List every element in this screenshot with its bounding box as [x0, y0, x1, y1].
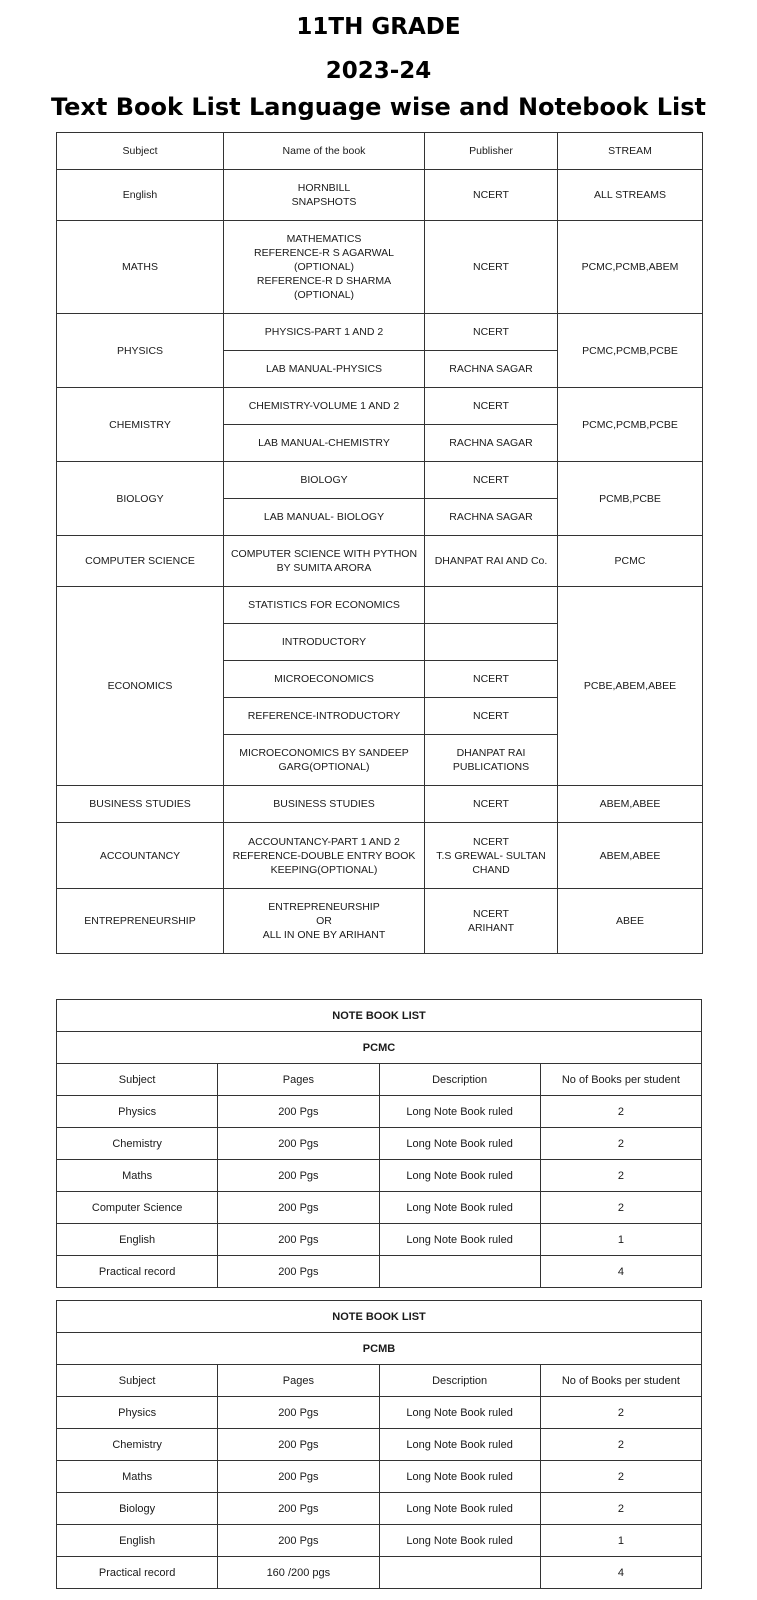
- table-row: [57, 1525, 702, 1557]
- subject-cell: CHEMISTRY: [57, 388, 224, 462]
- subject-cell: Chemistry: [57, 1429, 218, 1461]
- publisher-cell: NCERT: [425, 388, 558, 425]
- table-row: [57, 462, 703, 499]
- table-row: [57, 1256, 702, 1288]
- subject-cell: English: [57, 1224, 218, 1256]
- table-row: [57, 1397, 702, 1429]
- count-cell: 2: [540, 1461, 701, 1493]
- subject-cell: BIOLOGY: [57, 462, 224, 536]
- header-book-name: Name of the book: [224, 133, 425, 170]
- header-subject: Subject: [57, 1064, 218, 1096]
- count-cell: 4: [540, 1256, 701, 1288]
- subject-cell: ECONOMICS: [57, 587, 224, 786]
- count-cell: 2: [540, 1128, 701, 1160]
- pages-cell: 200 Pgs: [218, 1493, 379, 1525]
- publisher-cell: NCERT ARIHANT: [425, 889, 558, 954]
- description-cell: Long Note Book ruled: [379, 1192, 540, 1224]
- book-cell: MICROECONOMICS BY SANDEEP GARG(OPTIONAL): [224, 735, 425, 786]
- header-books-per-student: No of Books per student: [540, 1064, 701, 1096]
- description-cell: Long Note Book ruled: [379, 1461, 540, 1493]
- book-cell: STATISTICS FOR ECONOMICS: [224, 587, 425, 624]
- book-cell: BIOLOGY: [224, 462, 425, 499]
- table-row: [57, 587, 703, 624]
- table-header-row: [57, 133, 703, 170]
- table-row: [57, 314, 703, 351]
- table-row: [57, 1224, 702, 1256]
- table-row: [57, 388, 703, 425]
- description-cell: Long Note Book ruled: [379, 1160, 540, 1192]
- count-cell: 2: [540, 1493, 701, 1525]
- count-cell: 2: [540, 1096, 701, 1128]
- publisher-cell: NCERT: [425, 462, 558, 499]
- book-cell: INTRODUCTORY: [224, 624, 425, 661]
- subject-cell: Computer Science: [57, 1192, 218, 1224]
- header-pages: Pages: [218, 1064, 379, 1096]
- stream-cell: PCMC: [558, 536, 703, 587]
- book-cell: COMPUTER SCIENCE WITH PYTHON BY SUMITA ARORA: [224, 536, 425, 587]
- book-cell: MATHEMATICS REFERENCE-R S AGARWAL (OPTIONAL) REFERENCE-R D SHARMA (OPTIONAL): [224, 221, 425, 314]
- pages-cell: 200 Pgs: [218, 1429, 379, 1461]
- description-cell: Long Note Book ruled: [379, 1429, 540, 1461]
- table-row: [57, 1493, 702, 1525]
- page-title-list: Text Book List Language wise and Notebook List: [50, 93, 707, 121]
- header-stream: STREAM: [558, 133, 703, 170]
- table-row: [57, 1429, 702, 1461]
- subject-cell: MATHS: [57, 221, 224, 314]
- subject-cell: COMPUTER SCIENCE: [57, 536, 224, 587]
- subject-cell: Physics: [57, 1397, 218, 1429]
- subject-cell: Chemistry: [57, 1128, 218, 1160]
- subject-cell: English: [57, 170, 224, 221]
- subject-cell: English: [57, 1525, 218, 1557]
- stream-cell: ABEM,ABEE: [558, 786, 703, 823]
- count-cell: 4: [540, 1557, 701, 1589]
- subject-cell: PHYSICS: [57, 314, 224, 388]
- page-title-grade: 11TH GRADE: [296, 14, 461, 40]
- description-cell: Long Note Book ruled: [379, 1096, 540, 1128]
- page-title-year: 2023-24: [325, 58, 432, 84]
- book-cell: LAB MANUAL- BIOLOGY: [224, 499, 425, 536]
- pages-cell: 200 Pgs: [218, 1461, 379, 1493]
- description-cell: Long Note Book ruled: [379, 1224, 540, 1256]
- header-publisher: Publisher: [425, 133, 558, 170]
- count-cell: 2: [540, 1397, 701, 1429]
- header-books-per-student: No of Books per student: [540, 1365, 701, 1397]
- book-cell: LAB MANUAL-PHYSICS: [224, 351, 425, 388]
- stream-cell: ABEM,ABEE: [558, 823, 703, 889]
- table-row: [57, 1160, 702, 1192]
- publisher-cell: NCERT: [425, 221, 558, 314]
- stream-cell: ABEE: [558, 889, 703, 954]
- description-cell: [379, 1557, 540, 1589]
- publisher-cell: [425, 624, 558, 661]
- publisher-cell: NCERT: [425, 661, 558, 698]
- header-subject: Subject: [57, 1365, 218, 1397]
- subject-cell: Biology: [57, 1493, 218, 1525]
- pages-cell: 200 Pgs: [218, 1397, 379, 1429]
- description-cell: [379, 1256, 540, 1288]
- pages-cell: 200 Pgs: [218, 1160, 379, 1192]
- subject-cell: ENTREPRENEURSHIP: [57, 889, 224, 954]
- publisher-cell: NCERT T.S GREWAL- SULTAN CHAND: [425, 823, 558, 889]
- pages-cell: 200 Pgs: [218, 1128, 379, 1160]
- table-row: [57, 1461, 702, 1493]
- table-row: [57, 221, 703, 314]
- pages-cell: 200 Pgs: [218, 1192, 379, 1224]
- notebook-table-pcmc: [56, 999, 702, 1288]
- pages-cell: 200 Pgs: [218, 1525, 379, 1557]
- table-row: [57, 889, 703, 954]
- count-cell: 1: [540, 1525, 701, 1557]
- publisher-cell: [425, 587, 558, 624]
- stream-cell: PCMC,PCMB,PCBE: [558, 388, 703, 462]
- publisher-cell: RACHNA SAGAR: [425, 425, 558, 462]
- pages-cell: 200 Pgs: [218, 1224, 379, 1256]
- book-cell: ACCOUNTANCY-PART 1 AND 2 REFERENCE-DOUBLE ENTRY BOOK KEEPING(OPTIONAL): [224, 823, 425, 889]
- stream-cell: PCMB,PCBE: [558, 462, 703, 536]
- book-cell: CHEMISTRY-VOLUME 1 AND 2: [224, 388, 425, 425]
- description-cell: Long Note Book ruled: [379, 1493, 540, 1525]
- publisher-cell: NCERT: [425, 314, 558, 351]
- book-cell: REFERENCE-INTRODUCTORY: [224, 698, 425, 735]
- header-subject: Subject: [57, 133, 224, 170]
- table-row: [57, 1128, 702, 1160]
- notebook-header-row: [57, 1365, 702, 1397]
- table-row: [57, 1192, 702, 1224]
- subject-cell: Physics: [57, 1096, 218, 1128]
- description-cell: Long Note Book ruled: [379, 1525, 540, 1557]
- book-cell: LAB MANUAL-CHEMISTRY: [224, 425, 425, 462]
- subject-cell: Maths: [57, 1160, 218, 1192]
- publisher-cell: NCERT: [425, 786, 558, 823]
- stream-cell: PCMC,PCMB,ABEM: [558, 221, 703, 314]
- subject-cell: Practical record: [57, 1256, 218, 1288]
- notebook-header-row: [57, 1064, 702, 1096]
- notebook-stream: PCMC: [57, 1032, 702, 1064]
- count-cell: 1: [540, 1224, 701, 1256]
- table-row: [57, 1096, 702, 1128]
- notebook-stream: PCMB: [57, 1333, 702, 1365]
- count-cell: 2: [540, 1192, 701, 1224]
- subject-cell: Maths: [57, 1461, 218, 1493]
- description-cell: Long Note Book ruled: [379, 1128, 540, 1160]
- book-cell: ENTREPRENEURSHIP OR ALL IN ONE BY ARIHANT: [224, 889, 425, 954]
- table-row: [57, 170, 703, 221]
- pages-cell: 200 Pgs: [218, 1096, 379, 1128]
- notebook-table-pcmb: [56, 1300, 702, 1589]
- subject-cell: BUSINESS STUDIES: [57, 786, 224, 823]
- header-pages: Pages: [218, 1365, 379, 1397]
- subject-cell: Practical record: [57, 1557, 218, 1589]
- textbook-table: [56, 132, 703, 954]
- stream-cell: PCBE,ABEM,ABEE: [558, 587, 703, 786]
- count-cell: 2: [540, 1160, 701, 1192]
- table-row: [57, 536, 703, 587]
- pages-cell: 160 /200 pgs: [218, 1557, 379, 1589]
- book-cell: HORNBILL SNAPSHOTS: [224, 170, 425, 221]
- notebook-title: NOTE BOOK LIST: [57, 1000, 702, 1032]
- table-row: [57, 1557, 702, 1589]
- table-row: [57, 823, 703, 889]
- publisher-cell: DHANPAT RAI AND Co.: [425, 536, 558, 587]
- book-cell: PHYSICS-PART 1 AND 2: [224, 314, 425, 351]
- stream-cell: ALL STREAMS: [558, 170, 703, 221]
- publisher-cell: RACHNA SAGAR: [425, 499, 558, 536]
- book-cell: BUSINESS STUDIES: [224, 786, 425, 823]
- book-cell: MICROECONOMICS: [224, 661, 425, 698]
- header-description: Description: [379, 1064, 540, 1096]
- publisher-cell: NCERT: [425, 170, 558, 221]
- publisher-cell: DHANPAT RAI PUBLICATIONS: [425, 735, 558, 786]
- description-cell: Long Note Book ruled: [379, 1397, 540, 1429]
- publisher-cell: RACHNA SAGAR: [425, 351, 558, 388]
- table-row: [57, 786, 703, 823]
- header-description: Description: [379, 1365, 540, 1397]
- count-cell: 2: [540, 1429, 701, 1461]
- subject-cell: ACCOUNTANCY: [57, 823, 224, 889]
- stream-cell: PCMC,PCMB,PCBE: [558, 314, 703, 388]
- pages-cell: 200 Pgs: [218, 1256, 379, 1288]
- notebook-title: NOTE BOOK LIST: [57, 1301, 702, 1333]
- publisher-cell: NCERT: [425, 698, 558, 735]
